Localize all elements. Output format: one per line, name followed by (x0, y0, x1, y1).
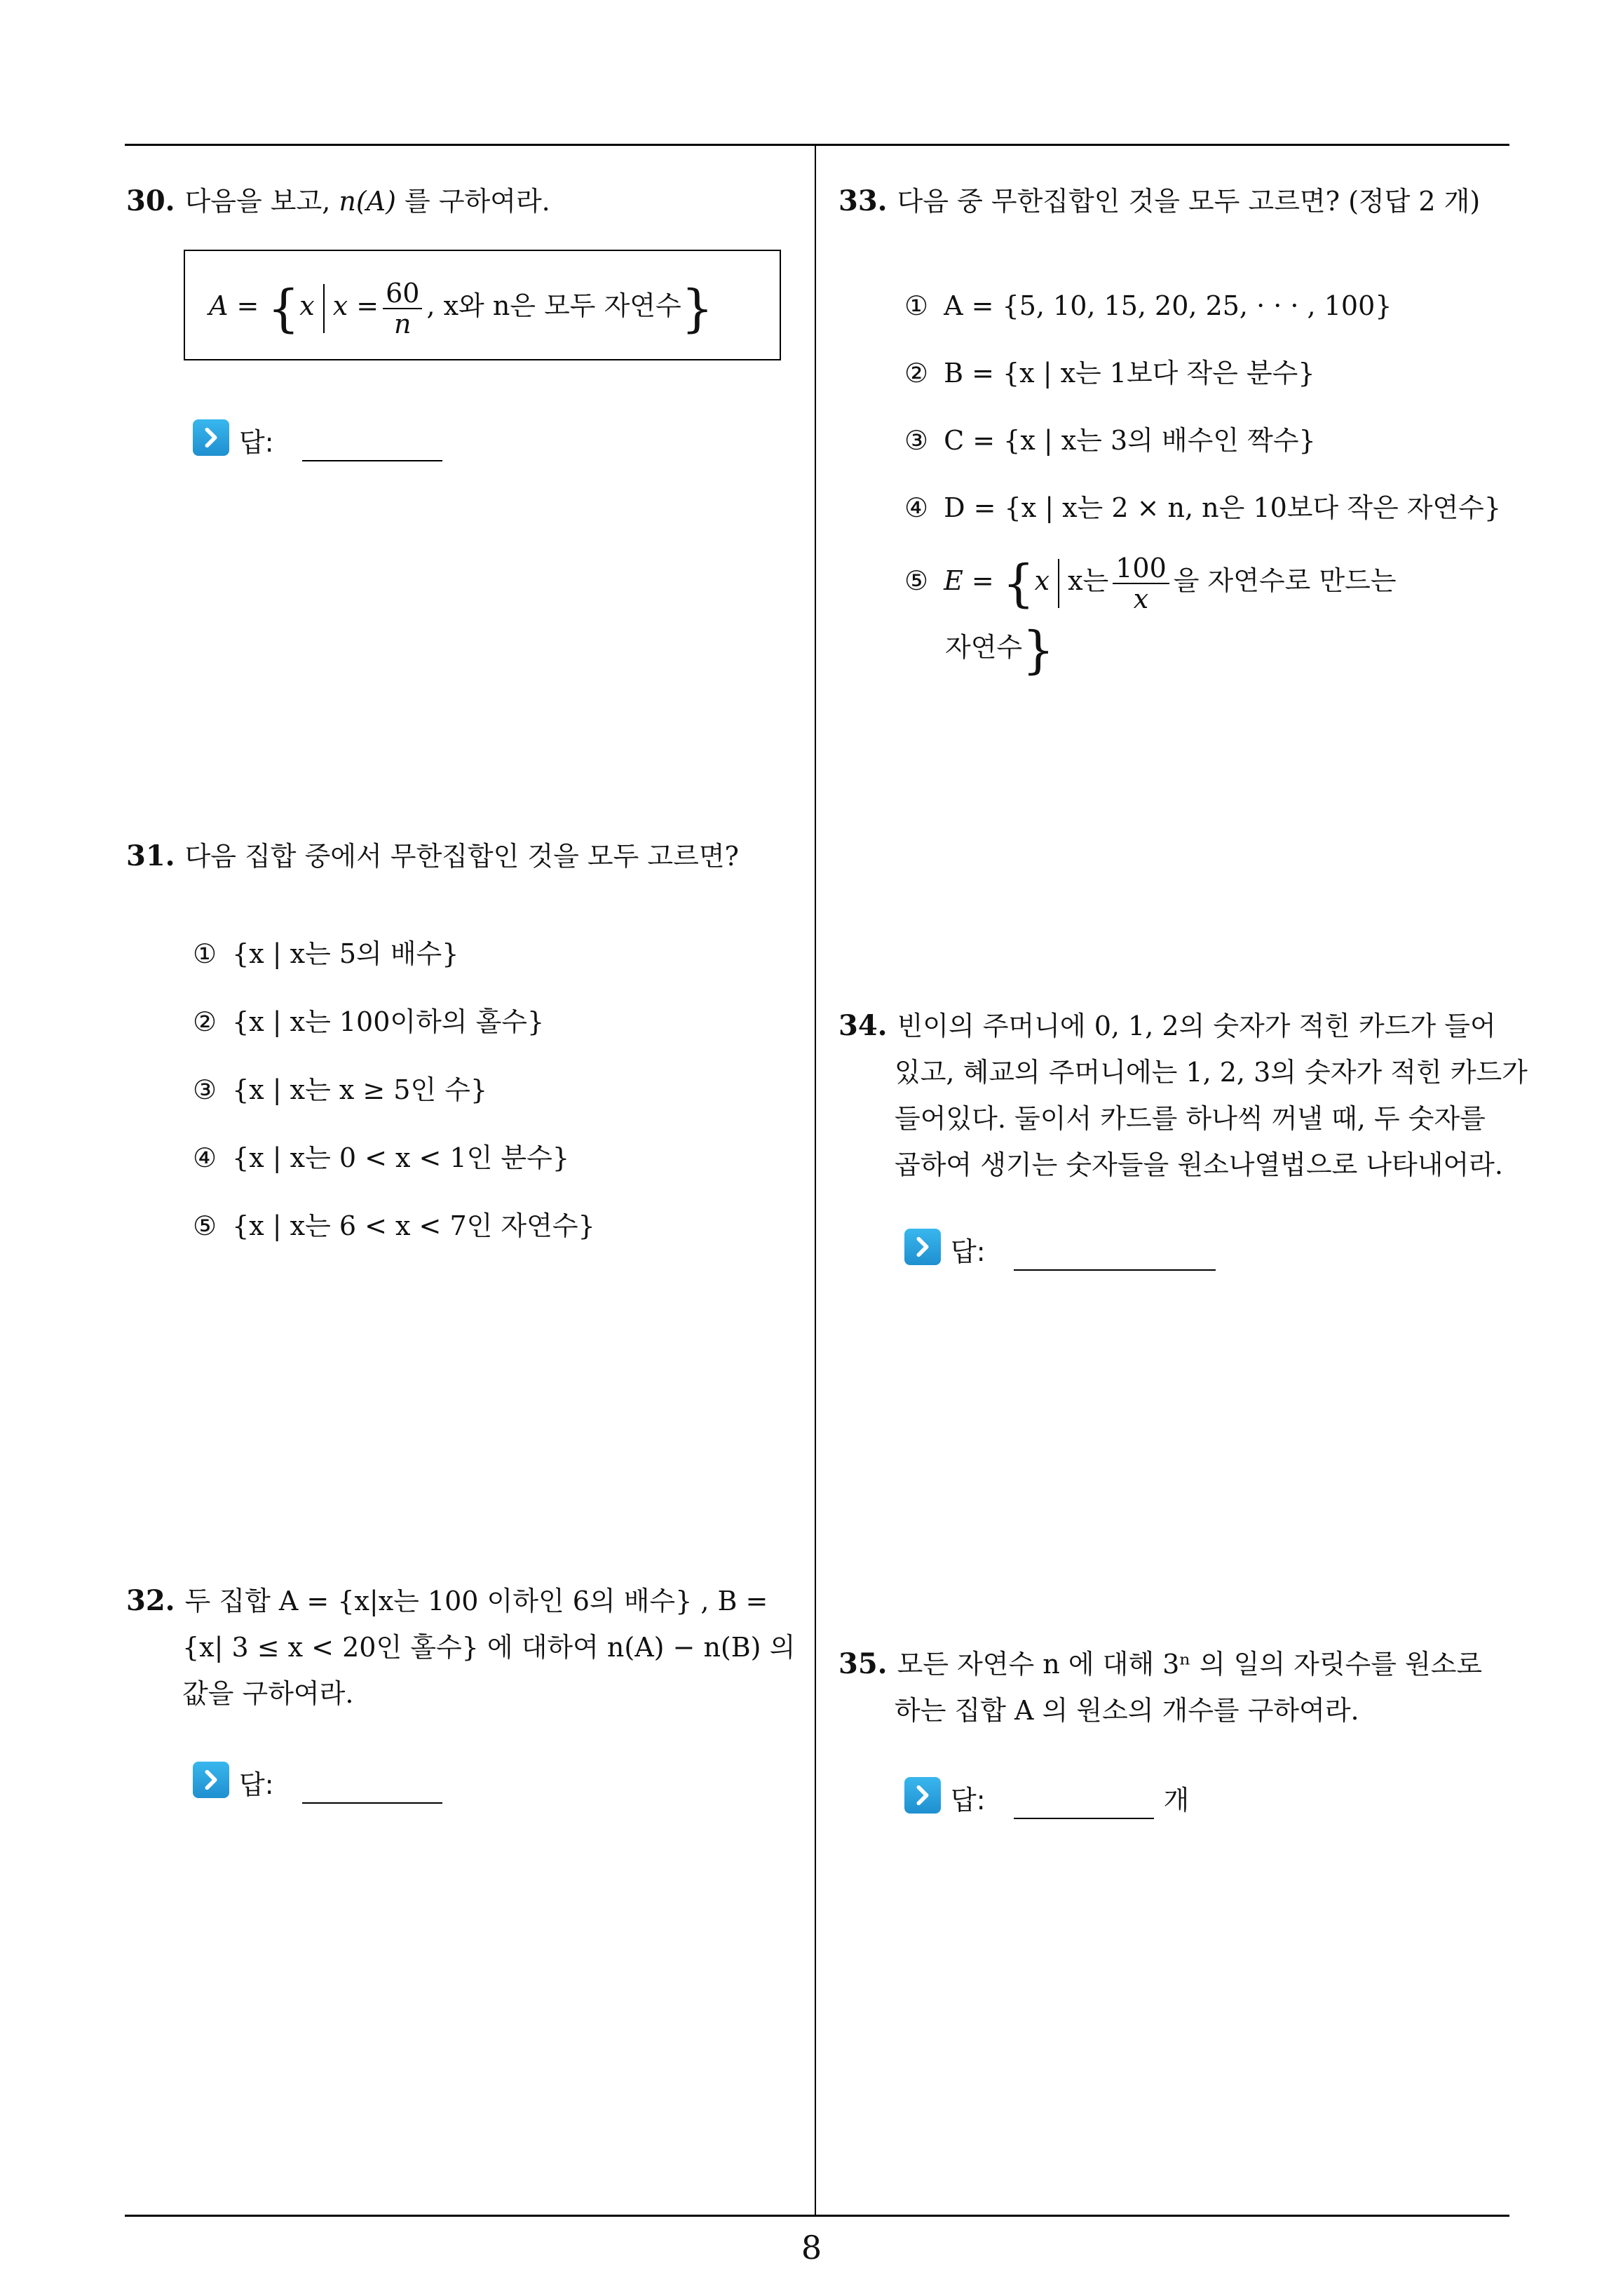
question-text: 다음 집합 중에서 무한집합인 것을 모두 고르면? (184, 841, 739, 872)
option-text: A = {5, 10, 15, 20, 25, · · · , 100} (944, 290, 1392, 321)
bottom-rule (125, 2215, 1509, 2217)
fraction (383, 278, 422, 339)
set-var: x (1034, 565, 1050, 596)
question-line-2: 있고, 혜교의 주머니에는 1, 2, 3의 숫자가 적힌 카드가 (895, 1057, 1528, 1088)
question-31 (126, 833, 739, 879)
fraction-numerator: 60 (383, 278, 422, 309)
answer-field[interactable] (302, 419, 442, 461)
option-text: C = {x | x는 3의 배수인 짝수} (944, 425, 1316, 456)
option-1[interactable] (904, 285, 1392, 327)
brace-close: } (1022, 620, 1054, 680)
option-line-2: 자연수 (945, 632, 1023, 663)
fraction-denominator: n (394, 308, 412, 339)
question-line-3: 들어있다. 둘이서 카드를 하나씩 꺼낼 때, 두 숫자를 (895, 1103, 1486, 1134)
option-2[interactable] (193, 1001, 544, 1043)
set-definition-box (184, 250, 781, 360)
option-text: {x | x는 100이하의 홀수} (232, 1006, 545, 1037)
option-text: D = {x | x는 2 × n, n은 10보다 작은 자연수} (944, 492, 1502, 523)
question-30 (126, 178, 550, 224)
page-number: 8 (801, 2229, 822, 2267)
question-text: 다음 중 무한집합인 것을 모두 고르면? (정답 2 개) (897, 186, 1481, 217)
question-number: 31. (126, 839, 175, 872)
answer-field[interactable] (1014, 1777, 1154, 1819)
question-line-2: {x| 3 ≤ x < 20인 홀수} 에 대하여 n(A) − n(B) 의 (182, 1632, 796, 1663)
answer-label: 답: (951, 1785, 986, 1816)
cond-pre: x = (332, 290, 379, 321)
option-marker: ⑤ (904, 565, 929, 596)
option-marker: ④ (904, 492, 929, 523)
answer-32 (193, 1762, 442, 1804)
option-marker: ② (904, 358, 929, 389)
chevron-right-icon (904, 1777, 941, 1814)
option-4[interactable] (193, 1137, 569, 1179)
answer-label: 답: (951, 1236, 986, 1267)
question-number: 30. (126, 184, 175, 217)
option-marker: ① (193, 938, 217, 969)
option-text: {x | x는 x ≥ 5인 수} (232, 1074, 488, 1105)
fraction-denominator: x (1133, 583, 1149, 614)
answer-unit: 개 (1163, 1785, 1190, 1816)
fraction (1113, 553, 1169, 614)
option-text: {x | x는 6 < x < 7인 자연수} (232, 1210, 595, 1241)
question-line-2: 하는 집합 A 의 원소의 개수를 구하여라. (895, 1695, 1359, 1726)
question-32 (126, 1578, 799, 1717)
option-text: {x | x는 5의 배수} (232, 938, 459, 969)
set-var: x (299, 290, 315, 321)
question-line-3: 값을 구하여라. (182, 1678, 354, 1709)
option-4[interactable] (904, 487, 1501, 529)
option-5-continued (945, 616, 1054, 682)
option-3[interactable] (904, 419, 1316, 461)
answer-34 (904, 1229, 1216, 1271)
cond-post: , x와 n은 모두 자연수 (426, 290, 681, 321)
answer-label: 답: (239, 427, 274, 458)
top-rule (125, 144, 1509, 146)
option-text: B = {x | x는 1보다 작은 분수} (944, 358, 1315, 389)
option-marker: ③ (193, 1074, 217, 1105)
cond-post: 을 자연수로 만드는 (1173, 565, 1397, 596)
option-marker: ③ (904, 425, 929, 456)
answer-30 (193, 419, 442, 461)
question-33 (838, 178, 1480, 224)
question-line-1: 모든 자연수 n 에 대해 3ⁿ 의 일의 자릿수를 원소로 (897, 1649, 1483, 1680)
set-lhs: E = (944, 565, 994, 596)
question-line-1: 빈이의 주머니에 0, 1, 2의 숫자가 적힌 카드가 들어 (897, 1011, 1496, 1041)
question-number: 34. (838, 1009, 888, 1042)
set-bar (323, 284, 325, 333)
chevron-right-icon (193, 419, 229, 456)
option-3[interactable] (193, 1069, 487, 1111)
option-5[interactable] (193, 1205, 595, 1247)
question-34 (838, 1003, 1528, 1188)
question-text-post: 를 구하여라. (395, 186, 550, 217)
option-text: {x | x는 0 < x < 1인 분수} (232, 1142, 570, 1173)
question-number: 32. (126, 1584, 175, 1617)
column-divider (815, 144, 816, 2216)
question-text: 다음을 보고, (184, 186, 339, 217)
answer-35 (904, 1777, 1189, 1819)
chevron-right-icon (904, 1229, 941, 1265)
option-5[interactable] (904, 546, 1397, 619)
option-marker: ⑤ (193, 1210, 217, 1241)
fraction-numerator: 100 (1113, 553, 1169, 584)
question-line-4: 곱하여 생기는 숫자들을 원소나열법으로 나타내어라. (895, 1149, 1503, 1180)
set-lhs: A = (209, 290, 259, 321)
option-1[interactable] (193, 933, 459, 975)
brace-close: } (681, 278, 714, 338)
cond-pre: x는 (1068, 565, 1109, 596)
question-35 (838, 1641, 1512, 1734)
brace-open: { (1002, 553, 1035, 613)
option-marker: ④ (193, 1142, 217, 1173)
question-math: n(A) (339, 186, 396, 217)
brace-open: { (267, 278, 300, 338)
question-number: 33. (838, 184, 888, 217)
set-bar (1058, 559, 1059, 608)
option-2[interactable] (904, 352, 1315, 394)
question-line-1: 두 집합 A = {x|x는 100 이하인 6의 배수} , B = (184, 1586, 768, 1616)
option-marker: ① (904, 290, 929, 321)
answer-field[interactable] (302, 1762, 442, 1804)
answer-label: 답: (239, 1769, 274, 1800)
question-number: 35. (838, 1647, 888, 1680)
answer-field[interactable] (1014, 1229, 1216, 1271)
chevron-right-icon (193, 1762, 229, 1798)
option-marker: ② (193, 1006, 217, 1037)
